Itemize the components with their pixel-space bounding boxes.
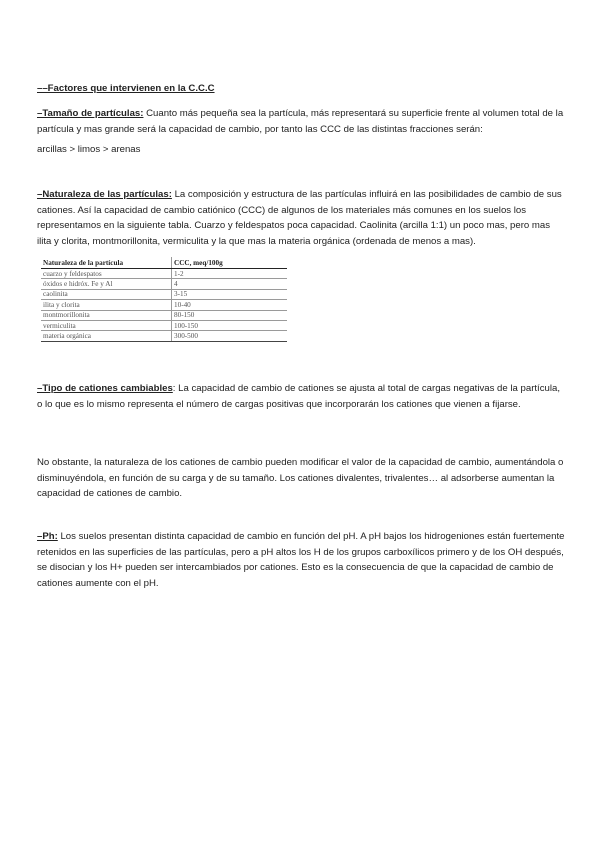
- table-cell-ccc: 4: [172, 279, 288, 289]
- table-cell-material: vermiculita: [41, 320, 172, 330]
- particle-size-paragraph: [37, 106, 565, 137]
- table-row: [41, 320, 287, 330]
- particle-nature-title: –Naturaleza de las partículas:: [37, 189, 172, 200]
- ph-title: –Ph:: [37, 531, 58, 542]
- table-cell-material: montmorillonita: [41, 310, 172, 320]
- table-cell-ccc: 80-150: [172, 310, 288, 320]
- table-cell-material: cuarzo y feldespatos: [41, 269, 172, 279]
- table-row: [41, 331, 287, 341]
- table-row: [41, 310, 287, 320]
- table-cell-material: materia orgánica: [41, 331, 172, 341]
- section-heading: ––Factores que intervienen en la C.C.C: [37, 83, 215, 94]
- table-cell-material: caolinita: [41, 289, 172, 299]
- table-header-ccc: CCC, meq/100g: [172, 257, 288, 269]
- however-paragraph: No obstante, la naturaleza de los cationes de cambio pueden modificar el valor de la capacidad de cambio, aumentándola o disminuyéndola, en función de su carga y de su tamaño. Los cationes divalentes, trivalentes… al adsorberse aumentan la capacidad de cationes de cambio.: [37, 457, 564, 499]
- particle-nature-paragraph: [37, 187, 565, 249]
- table-row: [41, 289, 287, 299]
- table-header-nature: Naturaleza de la partícula: [41, 257, 172, 269]
- table-cell-ccc: 300-500: [172, 331, 288, 341]
- table-header-row: [41, 257, 287, 269]
- particle-nature-text: La composición y estructura de las partículas influirá en las posibilidades de cambio de sus cationes. Así la capacidad de cambio catiónico (CCC) de algunos de los materiales más comunes en los suelos los representamos en la siguiente tabla. Cuarzo y feldespatos poca capacidad. Caolinita (arcilla 1:1) un poco mas, pero mas ilita y clorita, montmorillonita, vermiculita y la que mas la materia orgánica (ordenada de menos a mas).: [37, 189, 562, 247]
- table-cell-ccc: 100-150: [172, 320, 288, 330]
- table-cell-ccc: 3-15: [172, 289, 288, 299]
- table-cell-material: óxidos e hidróx. Fe y Al: [41, 279, 172, 289]
- table-cell-material: ilita y clorita: [41, 300, 172, 310]
- cation-type-paragraph: [37, 381, 565, 412]
- ph-text: Los suelos presentan distinta capacidad de cambio en función del pH. A pH bajos los hidrogeniones están fuertemente retenidos en las superficies de las partículas, pero a pH altos los H de los grupos carboxílicos primero y de los OH después, se disocian y los H+ pueden ser intercambiados por cationes. Esto es la consecuencia de que la capacidad de cambio de cationes aumente con el pH.: [37, 531, 565, 589]
- cation-type-title: –Tipo de cationes cambiables: [37, 383, 173, 394]
- particle-size-title: –Tamaño de partículas:: [37, 108, 144, 119]
- table-cell-ccc: 1-2: [172, 269, 288, 279]
- table-row: [41, 300, 287, 310]
- particle-size-text: Cuanto más pequeña sea la partícula, más representará su superficie frente al volumen total de la partícula y mas grande será la capacidad de cambio, por tanto las CCC de las distintas fracciones serán:: [37, 108, 564, 135]
- table-row: [41, 279, 287, 289]
- table-row: [41, 269, 287, 279]
- table-cell-ccc: 10-40: [172, 300, 288, 310]
- ccc-table: [41, 257, 287, 342]
- cation-type-text: : La capacidad de cambio de cationes se ajusta al total de cargas negativas de la partícula, o lo que es lo mismo representa el número de cargas positivas que incorporarán los cationes que vienen a fijarse.: [37, 383, 560, 410]
- ph-paragraph: [37, 529, 565, 591]
- particle-size-order: arcillas > limos > arenas: [37, 144, 141, 155]
